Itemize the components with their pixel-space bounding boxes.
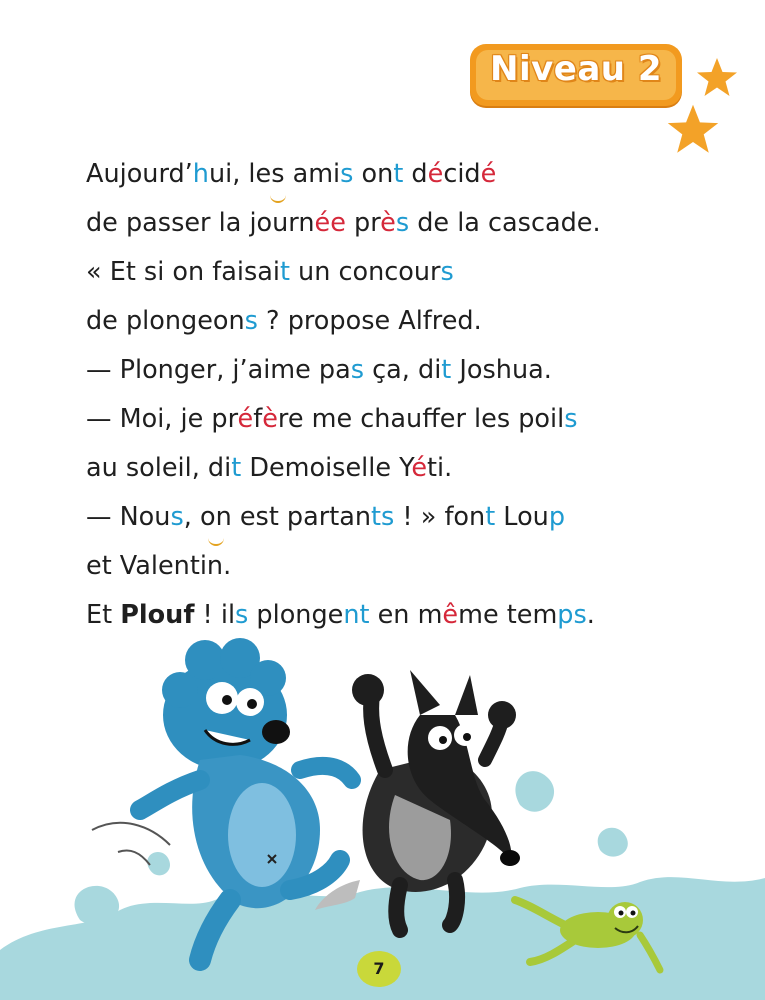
text-segment: ! il <box>194 600 236 630</box>
text-segment: on <box>200 493 232 542</box>
story-line <box>86 493 726 542</box>
text-segment: ui, le <box>208 159 272 189</box>
text-segment: ! » fon <box>394 502 486 532</box>
text-segment: s <box>235 600 249 630</box>
text-segment: Et <box>86 600 121 630</box>
text-segment: me tem <box>458 600 558 630</box>
text-segment: t <box>393 159 404 189</box>
text-segment: t <box>441 355 452 385</box>
text-segment: de la cascade. <box>409 208 601 238</box>
black-wolf-icon <box>315 670 520 930</box>
text-segment: nt <box>343 600 370 630</box>
text-segment: è <box>262 404 278 434</box>
text-segment: pr <box>345 208 381 238</box>
text-segment: de passer la journ <box>86 208 315 238</box>
text-segment: ti. <box>427 453 453 483</box>
text-segment: un concour <box>289 257 441 287</box>
text-segment: s <box>271 150 284 199</box>
text-segment: — Plonger, j’aime pa <box>86 355 351 385</box>
story-line <box>86 248 726 297</box>
text-segment: cid <box>443 159 481 189</box>
text-segment: Aujourd’ <box>86 159 193 189</box>
text-segment: t <box>279 257 290 287</box>
text-segment: t <box>485 502 496 532</box>
text-segment: — Nou <box>86 502 171 532</box>
text-segment: t <box>231 453 242 483</box>
text-segment: ça, di <box>364 355 442 385</box>
text-segment: s <box>350 355 365 385</box>
text-segment: é <box>480 159 497 189</box>
story-text <box>86 150 726 640</box>
level-badge-label: Niveau 2 <box>490 49 662 89</box>
illustration <box>0 620 765 1000</box>
text-segment: plonge <box>248 600 344 630</box>
text-segment: Plouf <box>120 600 195 630</box>
text-segment: ê <box>442 600 459 630</box>
text-segment: é <box>237 404 254 434</box>
story-line <box>86 542 726 591</box>
level-badge <box>470 44 682 106</box>
text-segment: ée <box>314 208 346 238</box>
story-line <box>86 395 726 444</box>
text-segment: p <box>548 502 566 532</box>
text-segment: au soleil, di <box>86 453 232 483</box>
text-segment: ps <box>557 600 587 630</box>
story-line <box>86 297 726 346</box>
text-segment: de plongeon <box>86 306 245 336</box>
text-segment: s <box>340 159 354 189</box>
text-segment: s <box>244 306 258 336</box>
text-segment: . <box>586 600 595 630</box>
text-segment: é <box>427 159 444 189</box>
text-segment: d <box>403 159 428 189</box>
text-segment: é <box>411 453 428 483</box>
text-segment: s <box>440 257 454 287</box>
story-line <box>86 199 726 248</box>
story-line <box>86 346 726 395</box>
text-segment: ts <box>371 502 395 532</box>
text-segment: ? propose Alfred. <box>257 306 482 336</box>
text-segment: s <box>395 208 410 238</box>
text-segment: on <box>353 159 394 189</box>
text-segment: et Valentin. <box>86 551 232 581</box>
text-segment: s <box>170 502 184 532</box>
star-icon <box>694 56 740 100</box>
text-segment: h <box>192 159 209 189</box>
text-segment: ami <box>284 159 341 189</box>
text-segment: s <box>564 404 578 434</box>
text-segment: , <box>183 502 200 532</box>
text-segment: est partan <box>231 502 372 532</box>
story-line <box>86 444 726 493</box>
text-segment: è <box>380 208 396 238</box>
text-segment: Lou <box>495 502 549 532</box>
text-segment: re me chauffer les poil <box>277 404 565 434</box>
text-segment: — Moi, je pr <box>86 404 238 434</box>
page-number: 7 <box>357 951 401 987</box>
text-segment: Demoiselle Y <box>241 453 412 483</box>
text-segment: en m <box>369 600 443 630</box>
text-segment: « Et si on faisai <box>86 257 280 287</box>
text-segment: Joshua. <box>451 355 552 385</box>
text-segment: f <box>253 404 263 434</box>
story-line <box>86 150 726 199</box>
